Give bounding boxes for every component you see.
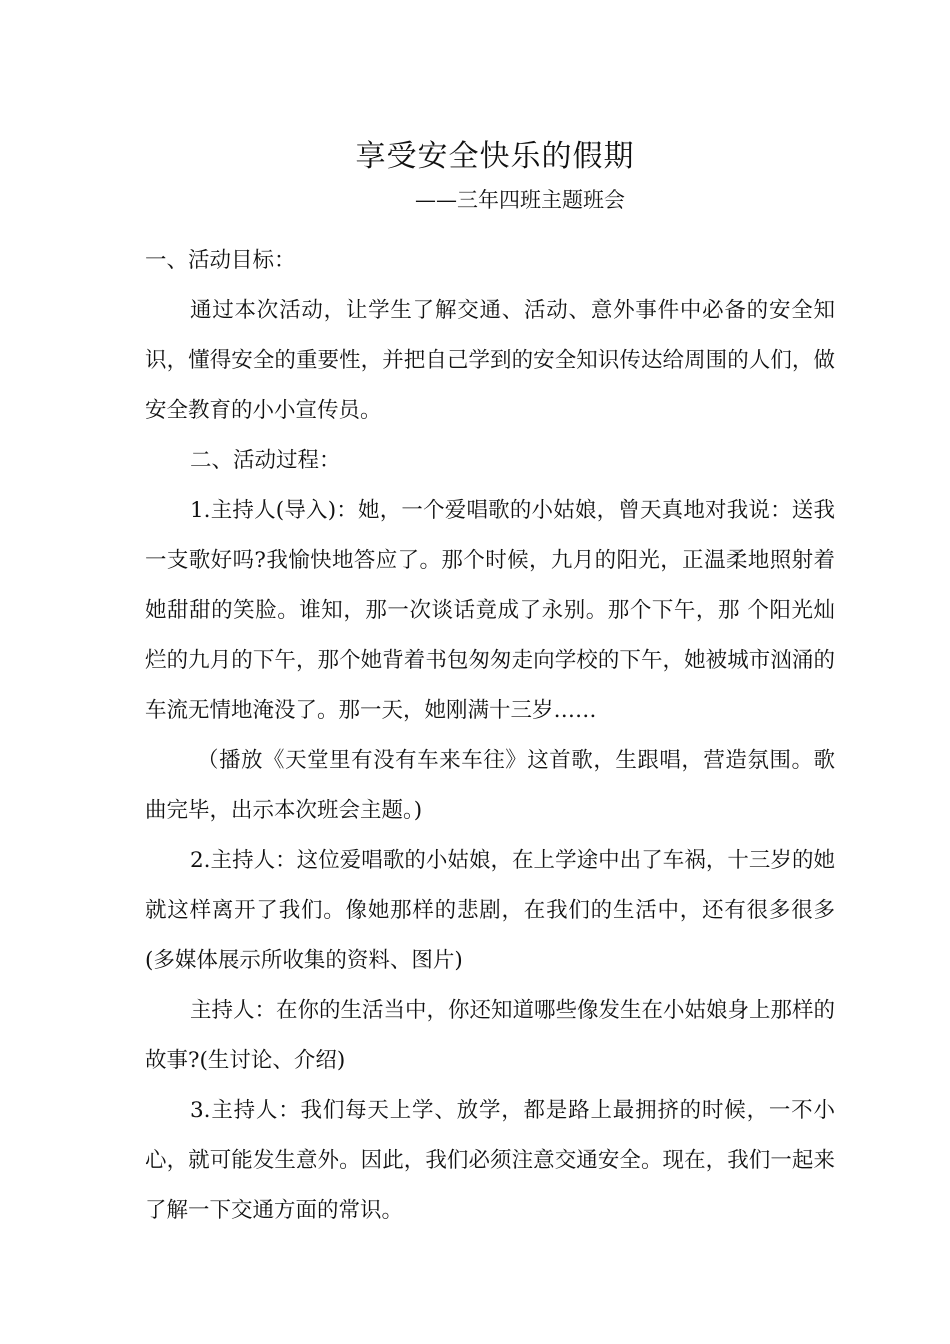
section-heading-goals: 一、活动目标： (145, 248, 296, 273)
section-heading-process: 二、活动过程： (190, 448, 341, 473)
paragraph-song-note: （播放《天堂里有没有车来车往》这首歌，生跟唱，营造氛围。歌曲完毕，出示本次班会主题。) (145, 748, 835, 823)
document-subtitle: ——三年四班主题班会 (415, 188, 625, 212)
paragraph-step-1: 1.主持人(导入)：她，一个爱唱歌的小姑娘，曾天真地对我说：送我一支歌好吗?我愉快地答应了。那个时候，九月的阳光，正温柔地照射着她甜甜的笑脸。谁知，那一次谈话竟成了永别。那个下午，那 个阳光灿烂的九月的下午，那个她背着书包匆匆走向学校的下午，她被城市汹涌的车流无情地淹没了。那一天，她刚满十三岁…… (145, 498, 835, 723)
paragraph-goals: 通过本次活动，让学生了解交通、活动、意外事件中必备的安全知识，懂得安全的重要性，并把自己学到的安全知识传达给周围的人们，做安全教育的小小宣传员。 (145, 298, 835, 423)
paragraph-step-3: 3.主持人：我们每天上学、放学，都是路上最拥挤的时候，一不小心，就可能发生意外。因此，我们必须注意交通安全。现在，我们一起来了解一下交通方面的常识。 (145, 1098, 835, 1223)
paragraph-step-2: 2.主持人：这位爱唱歌的小姑娘，在上学途中出了车祸，十三岁的她就这样离开了我们。像她那样的悲剧，在我们的生活中，还有很多很多(多媒体展示所收集的资料、图片) (145, 848, 835, 973)
document-body (145, 236, 835, 1236)
paragraph-host-question: 主持人：在你的生活当中，你还知道哪些像发生在小姑娘身上那样的故事?(生讨论、介绍) (145, 998, 836, 1073)
document-title: 享受安全快乐的假期 (355, 139, 635, 174)
